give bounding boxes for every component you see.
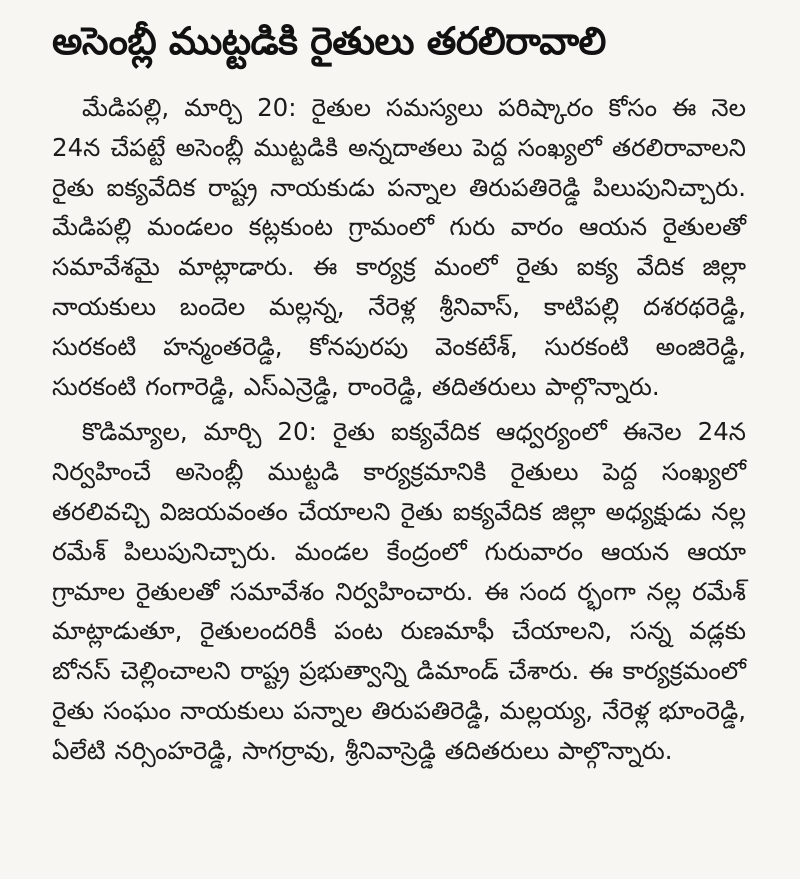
paragraph-medipalli: మేడిపల్లి, మార్చి 20: రైతుల సమస్యలు పరిష్కారం కోసం ఈ నెల 24న చేపట్టే అసెంబ్లీ ముట్టడికి అన్నదాతలు పెద్ద సంఖ్యలో తరలిరావాలని రైతు ఐక్యవేదిక రాష్ట్ర నాయకుడు పన్నాల తిరుపతిరెడ్డి పిలుపునిచ్చారు. మేడిపల్లి మండలం కట్లకుంట గ్రామంలో గురు వారం ఆయన రైతులతో సమావేశమై మాట్లాడారు. ఈ కార్యక్ర మంలో రైతు ఐక్య వేదిక జిల్లా నాయకులు బందెల మల్లన్న, నేరెళ్ల శ్రీనివాస్, కాటిపల్లి దశరథరెడ్డి, సురకంటి హన్మంతరెడ్డి, కోనపురపు వెంకటేశ్, సురకంటి అంజిరెడ్డి, సురకంటి గంగారెడ్డి, ఎస్ఎన్రెడ్డి, రాంరెడ్డి, తదితరులు పాల్గొన్నారు. (52, 93, 746, 401)
paragraph-kodimyala: కొడిమ్యాల, మార్చి 20: రైతు ఐక్యవేదిక ఆధ్వర్యంలో ఈనెల 24న నిర్వహించే అసెంబ్లీ ముట్టడి కార్యక్రమానికి రైతులు పెద్ద సంఖ్యలో తరలివచ్చి విజయవంతం చేయాలని రైతు ఐక్యవేదిక జిల్లా అధ్యక్షుడు నల్ల రమేశ్ పిలుపునిచ్చారు. మండల కేంద్రంలో గురువారం ఆయన ఆయా గ్రామాల రైతులతో సమావేశం నిర్వహించారు. ఈ సంద ర్భంగా నల్ల రమేశ్ మాట్లాడుతూ, రైతులందరికీ పంట రుణమాఫీ చేయాలని, సన్న వడ్లకు బోనస్ చెల్లించాలని రాష్ట్ర ప్రభుత్వాన్ని డిమాండ్ చేశారు. ఈ కార్యక్రమంలో రైతు సంఘం నాయకులు పన్నాల తిరుపతిరెడ్డి, మల్లయ్య, నేరెళ్ల భూంరెడ్డి, ఏలేటి నర్సింహరెడ్డి, సాగర్రావు, శ్రీనివాస్రెడ్డి తదితరులు పాల్గొన్నారు. (52, 417, 746, 765)
headline: అసెంబ్లీ ముట్టడికి రైతులు తరలిరావాలి (52, 19, 606, 63)
